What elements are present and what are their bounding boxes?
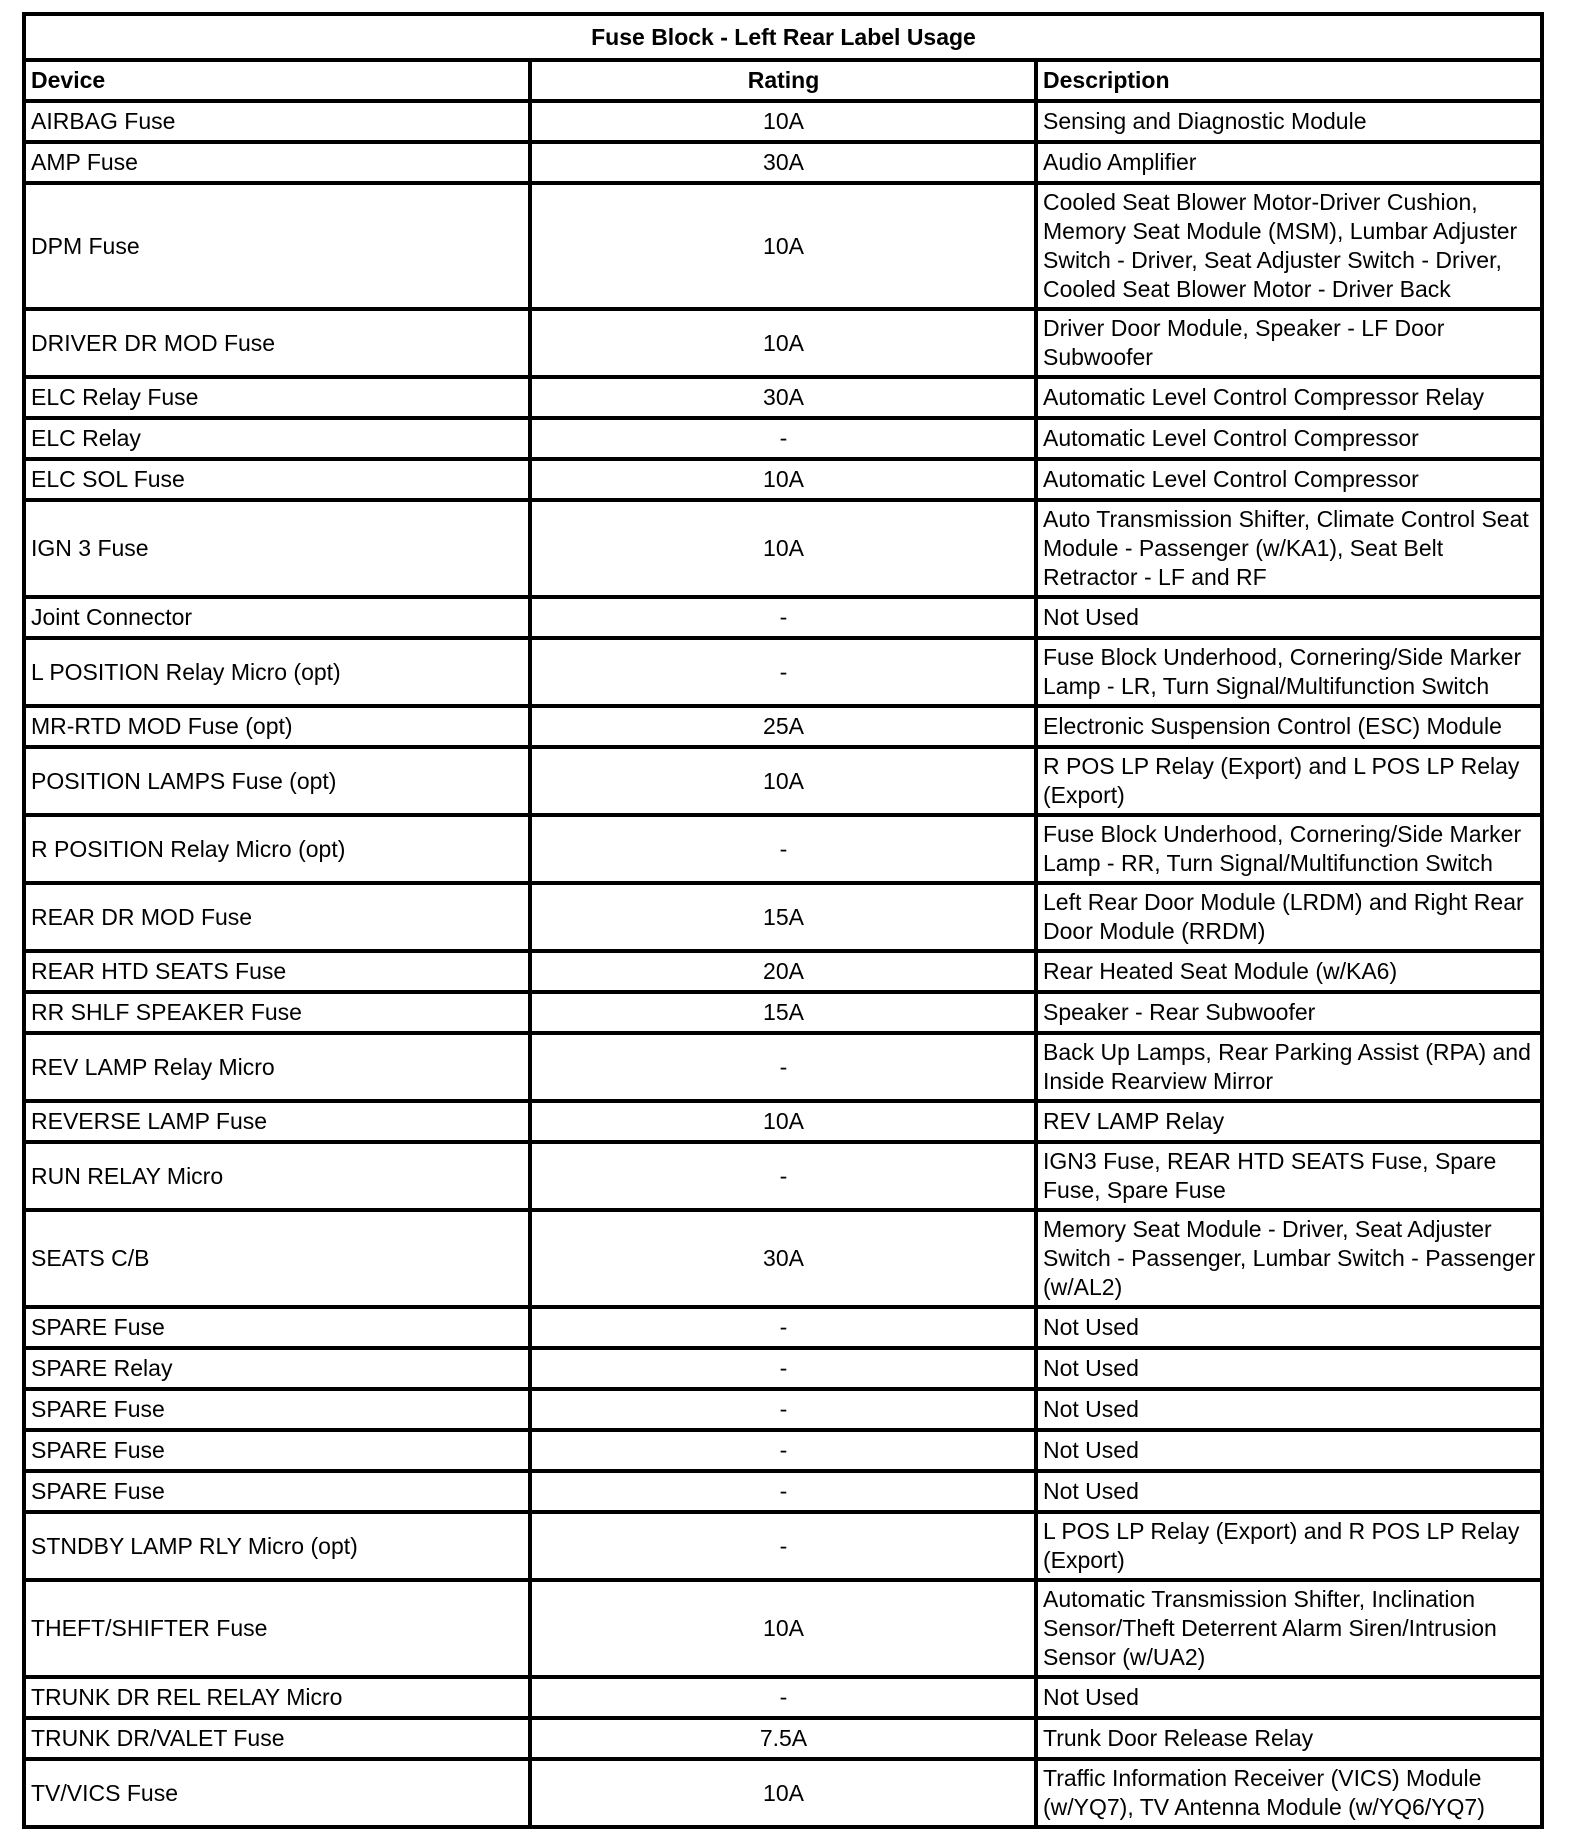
- table-row: [24, 183, 1542, 309]
- rating-cell: -: [530, 418, 1036, 459]
- table-row: [24, 706, 1542, 747]
- table-row: [24, 142, 1542, 183]
- rating-cell: 10A: [530, 459, 1036, 500]
- description-cell: Auto Transmission Shifter, Climate Control Seat Module - Passenger (w/KA1), Seat Belt Retractor - LF and RF: [1036, 500, 1542, 597]
- table-row: [24, 500, 1542, 597]
- rating-cell: -: [530, 1348, 1036, 1389]
- device-cell: AIRBAG Fuse: [24, 101, 530, 142]
- description-cell: Not Used: [1036, 1307, 1542, 1348]
- rating-cell: 15A: [530, 883, 1036, 951]
- device-cell: R POSITION Relay Micro (opt): [24, 815, 530, 883]
- table-row: [24, 1142, 1542, 1210]
- table-row: [24, 1471, 1542, 1512]
- rating-cell: -: [530, 1430, 1036, 1471]
- device-cell: TV/VICS Fuse: [24, 1759, 530, 1827]
- description-cell: Automatic Level Control Compressor Relay: [1036, 377, 1542, 418]
- rating-cell: -: [530, 1033, 1036, 1101]
- device-cell: THEFT/SHIFTER Fuse: [24, 1580, 530, 1677]
- description-cell: Cooled Seat Blower Motor-Driver Cushion, Memory Seat Module (MSM), Lumbar Adjuster Switch - Driver, Seat Adjuster Switch - Driver, Cooled Seat Blower Motor - Driver Back: [1036, 183, 1542, 309]
- device-cell: SPARE Fuse: [24, 1430, 530, 1471]
- table-row: [24, 815, 1542, 883]
- rating-cell: -: [530, 1307, 1036, 1348]
- table-title: Fuse Block - Left Rear Label Usage: [24, 14, 1542, 60]
- rating-cell: 20A: [530, 951, 1036, 992]
- table-row: [24, 377, 1542, 418]
- device-cell: SEATS C/B: [24, 1210, 530, 1307]
- device-cell: POSITION LAMPS Fuse (opt): [24, 747, 530, 815]
- device-cell: RUN RELAY Micro: [24, 1142, 530, 1210]
- table-row: [24, 1389, 1542, 1430]
- table-row: [24, 597, 1542, 638]
- rating-cell: -: [530, 597, 1036, 638]
- device-cell: MR-RTD MOD Fuse (opt): [24, 706, 530, 747]
- device-cell: ELC Relay Fuse: [24, 377, 530, 418]
- rating-cell: -: [530, 1677, 1036, 1718]
- rating-cell: 30A: [530, 377, 1036, 418]
- device-cell: REVERSE LAMP Fuse: [24, 1101, 530, 1142]
- rating-cell: 10A: [530, 1759, 1036, 1827]
- device-cell: TRUNK DR/VALET Fuse: [24, 1718, 530, 1759]
- rating-cell: -: [530, 1512, 1036, 1580]
- fuse-table-container: [22, 12, 1544, 1829]
- device-cell: SPARE Fuse: [24, 1471, 530, 1512]
- table-row: [24, 1348, 1542, 1389]
- device-cell: AMP Fuse: [24, 142, 530, 183]
- table-row: [24, 1718, 1542, 1759]
- description-cell: Left Rear Door Module (LRDM) and Right Rear Door Module (RRDM): [1036, 883, 1542, 951]
- description-cell: Automatic Transmission Shifter, Inclination Sensor/Theft Deterrent Alarm Siren/Intrusion Sensor (w/UA2): [1036, 1580, 1542, 1677]
- device-cell: SPARE Fuse: [24, 1389, 530, 1430]
- description-cell: Rear Heated Seat Module (w/KA6): [1036, 951, 1542, 992]
- description-cell: Not Used: [1036, 1348, 1542, 1389]
- fuse-usage-table: [22, 12, 1544, 1829]
- device-cell: DRIVER DR MOD Fuse: [24, 309, 530, 377]
- description-cell: Electronic Suspension Control (ESC) Module: [1036, 706, 1542, 747]
- rating-cell: 10A: [530, 500, 1036, 597]
- description-cell: Trunk Door Release Relay: [1036, 1718, 1542, 1759]
- description-cell: R POS LP Relay (Export) and L POS LP Relay (Export): [1036, 747, 1542, 815]
- description-cell: Not Used: [1036, 1430, 1542, 1471]
- table-row: [24, 418, 1542, 459]
- table-row: [24, 1677, 1542, 1718]
- description-cell: Fuse Block Underhood, Cornering/Side Marker Lamp - RR, Turn Signal/Multifunction Switch: [1036, 815, 1542, 883]
- rating-cell: 10A: [530, 1580, 1036, 1677]
- description-cell: Speaker - Rear Subwoofer: [1036, 992, 1542, 1033]
- description-cell: Not Used: [1036, 1471, 1542, 1512]
- rating-cell: -: [530, 638, 1036, 706]
- table-row: [24, 951, 1542, 992]
- device-cell: ELC Relay: [24, 418, 530, 459]
- rating-cell: 7.5A: [530, 1718, 1036, 1759]
- table-row: [24, 309, 1542, 377]
- rating-cell: -: [530, 1389, 1036, 1430]
- rating-cell: 30A: [530, 142, 1036, 183]
- description-cell: Not Used: [1036, 597, 1542, 638]
- table-row: [24, 1759, 1542, 1827]
- header-description: Description: [1036, 60, 1542, 101]
- rating-cell: 10A: [530, 101, 1036, 142]
- device-cell: TRUNK DR REL RELAY Micro: [24, 1677, 530, 1718]
- table-row: [24, 638, 1542, 706]
- device-cell: STNDBY LAMP RLY Micro (opt): [24, 1512, 530, 1580]
- rating-cell: 15A: [530, 992, 1036, 1033]
- table-body: [24, 101, 1542, 1827]
- header-rating: Rating: [530, 60, 1036, 101]
- table-row: [24, 992, 1542, 1033]
- description-cell: IGN3 Fuse, REAR HTD SEATS Fuse, Spare Fuse, Spare Fuse: [1036, 1142, 1542, 1210]
- table-row: [24, 1430, 1542, 1471]
- description-cell: Automatic Level Control Compressor: [1036, 418, 1542, 459]
- rating-cell: 10A: [530, 747, 1036, 815]
- rating-cell: -: [530, 815, 1036, 883]
- table-row: [24, 1307, 1542, 1348]
- rating-cell: 10A: [530, 309, 1036, 377]
- description-cell: Driver Door Module, Speaker - LF Door Subwoofer: [1036, 309, 1542, 377]
- description-cell: Memory Seat Module - Driver, Seat Adjuster Switch - Passenger, Lumbar Switch - Passenger (w/AL2): [1036, 1210, 1542, 1307]
- table-row: [24, 747, 1542, 815]
- device-cell: SPARE Relay: [24, 1348, 530, 1389]
- device-cell: REV LAMP Relay Micro: [24, 1033, 530, 1101]
- description-cell: Audio Amplifier: [1036, 142, 1542, 183]
- table-row: [24, 459, 1542, 500]
- table-row: [24, 1210, 1542, 1307]
- description-cell: Traffic Information Receiver (VICS) Module (w/YQ7), TV Antenna Module (w/YQ6/YQ7): [1036, 1759, 1542, 1827]
- rating-cell: -: [530, 1142, 1036, 1210]
- description-cell: Not Used: [1036, 1389, 1542, 1430]
- table-row: [24, 101, 1542, 142]
- table-row: [24, 1512, 1542, 1580]
- table-header-row: [24, 60, 1542, 101]
- rating-cell: 10A: [530, 183, 1036, 309]
- device-cell: DPM Fuse: [24, 183, 530, 309]
- device-cell: SPARE Fuse: [24, 1307, 530, 1348]
- device-cell: IGN 3 Fuse: [24, 500, 530, 597]
- table-row: [24, 883, 1542, 951]
- header-device: Device: [24, 60, 530, 101]
- device-cell: L POSITION Relay Micro (opt): [24, 638, 530, 706]
- device-cell: ELC SOL Fuse: [24, 459, 530, 500]
- table-row: [24, 1101, 1542, 1142]
- description-cell: Fuse Block Underhood, Cornering/Side Marker Lamp - LR, Turn Signal/Multifunction Switch: [1036, 638, 1542, 706]
- description-cell: REV LAMP Relay: [1036, 1101, 1542, 1142]
- device-cell: RR SHLF SPEAKER Fuse: [24, 992, 530, 1033]
- description-cell: Automatic Level Control Compressor: [1036, 459, 1542, 500]
- table-title-row: [24, 14, 1542, 60]
- rating-cell: 25A: [530, 706, 1036, 747]
- description-cell: L POS LP Relay (Export) and R POS LP Relay (Export): [1036, 1512, 1542, 1580]
- table-row: [24, 1580, 1542, 1677]
- device-cell: REAR DR MOD Fuse: [24, 883, 530, 951]
- description-cell: Back Up Lamps, Rear Parking Assist (RPA) and Inside Rearview Mirror: [1036, 1033, 1542, 1101]
- description-cell: Sensing and Diagnostic Module: [1036, 101, 1542, 142]
- device-cell: Joint Connector: [24, 597, 530, 638]
- table-row: [24, 1033, 1542, 1101]
- description-cell: Not Used: [1036, 1677, 1542, 1718]
- rating-cell: 30A: [530, 1210, 1036, 1307]
- device-cell: REAR HTD SEATS Fuse: [24, 951, 530, 992]
- rating-cell: 10A: [530, 1101, 1036, 1142]
- rating-cell: -: [530, 1471, 1036, 1512]
